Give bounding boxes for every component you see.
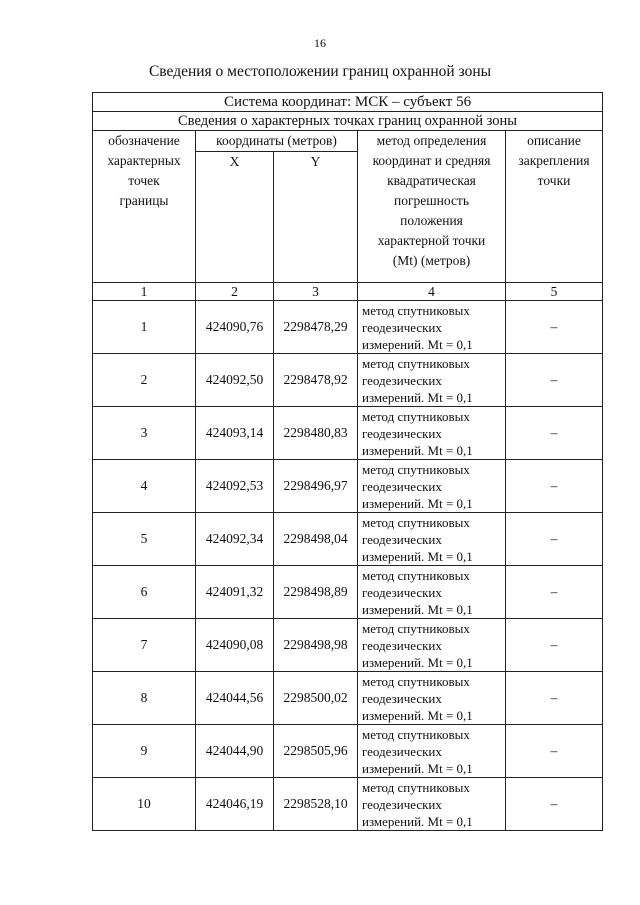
header-description [506, 131, 603, 283]
x-coordinate-cell: 424092,50 [196, 354, 274, 407]
table-subtitle: Сведения о характерных точках границ охранной зоны [93, 112, 603, 131]
method-line: геодезических [362, 372, 442, 388]
column-number: 2 [196, 283, 274, 301]
y-coordinate-cell: 2298498,89 [274, 566, 358, 619]
y-coordinate-cell: 2298478,92 [274, 354, 358, 407]
point-cell: 1 [93, 301, 196, 354]
y-coordinate-cell: 2298480,83 [274, 407, 358, 460]
method-line: измерений. Mt = 0,1 [362, 813, 473, 829]
description-cell: – [506, 778, 603, 831]
coordinates-table [92, 92, 603, 831]
x-coordinate-cell: 424044,90 [196, 725, 274, 778]
table-row [93, 566, 603, 619]
method-line: геодезических [362, 478, 442, 494]
header-x: X [196, 152, 274, 283]
header-method-line: метод определения [376, 133, 487, 148]
method-line: геодезических [362, 319, 442, 335]
y-coordinate-cell: 2298500,02 [274, 672, 358, 725]
method-line: геодезических [362, 425, 442, 441]
description-cell: – [506, 725, 603, 778]
point-cell: 5 [93, 513, 196, 566]
method-cell [358, 778, 506, 831]
method-line: метод спутниковых [362, 726, 470, 742]
header-designation-line: границы [119, 193, 169, 208]
header-designation-line: точек [128, 173, 160, 188]
coordinate-system-header: Система координат: МСК – субъект 56 [93, 93, 603, 112]
method-line: геодезических [362, 690, 442, 706]
method-line: геодезических [362, 637, 442, 653]
method-cell [358, 619, 506, 672]
method-line: измерений. Mt = 0,1 [362, 495, 473, 511]
table-row [93, 513, 603, 566]
method-line: метод спутниковых [362, 620, 470, 636]
method-line: измерений. Mt = 0,1 [362, 336, 473, 352]
x-coordinate-cell: 424090,08 [196, 619, 274, 672]
header-description-line: закрепления [518, 153, 590, 168]
point-cell: 2 [93, 354, 196, 407]
header-y: Y [274, 152, 358, 283]
header-designation [93, 131, 196, 283]
table-row [93, 672, 603, 725]
method-line: метод спутниковых [362, 461, 470, 477]
description-cell: – [506, 619, 603, 672]
point-cell: 3 [93, 407, 196, 460]
x-coordinate-cell: 424092,53 [196, 460, 274, 513]
document-title: Сведения о местоположении границ охранной зоны [148, 63, 492, 80]
page-number: 16 [314, 36, 326, 50]
method-line: метод спутниковых [362, 355, 470, 371]
header-description-line: точки [537, 173, 571, 188]
method-cell [358, 725, 506, 778]
y-coordinate-cell: 2298505,96 [274, 725, 358, 778]
method-line: метод спутниковых [362, 302, 470, 318]
header-method [358, 131, 506, 283]
method-line: метод спутниковых [362, 514, 470, 530]
method-cell [358, 301, 506, 354]
point-cell: 9 [93, 725, 196, 778]
description-cell: – [506, 513, 603, 566]
x-coordinate-cell: 424091,32 [196, 566, 274, 619]
header-method-line: характерной точки [377, 233, 486, 248]
header-coordinates: координаты (метров) [196, 131, 358, 152]
y-coordinate-cell: 2298528,10 [274, 778, 358, 831]
y-coordinate-cell: 2298498,04 [274, 513, 358, 566]
method-cell [358, 407, 506, 460]
method-cell [358, 460, 506, 513]
header-method-line: координат и средняя [372, 153, 491, 168]
method-line: измерений. Mt = 0,1 [362, 707, 473, 723]
method-line: измерений. Mt = 0,1 [362, 654, 473, 670]
table-row [93, 354, 603, 407]
method-cell [358, 354, 506, 407]
point-cell: 7 [93, 619, 196, 672]
table-row [93, 619, 603, 672]
point-cell: 8 [93, 672, 196, 725]
method-line: геодезических [362, 796, 442, 812]
header-method-line: квадратическая [387, 173, 476, 188]
x-coordinate-cell: 424090,76 [196, 301, 274, 354]
method-line: геодезических [362, 531, 442, 547]
table-row [93, 778, 603, 831]
description-cell: – [506, 672, 603, 725]
method-line: измерений. Mt = 0,1 [362, 389, 473, 405]
description-cell: – [506, 354, 603, 407]
column-number: 5 [506, 283, 603, 301]
method-line: метод спутниковых [362, 567, 470, 583]
method-line: измерений. Mt = 0,1 [362, 760, 473, 776]
table-row [93, 407, 603, 460]
point-cell: 4 [93, 460, 196, 513]
method-line: измерений. Mt = 0,1 [362, 601, 473, 617]
method-line: геодезических [362, 743, 442, 759]
description-cell: – [506, 566, 603, 619]
x-coordinate-cell: 424044,56 [196, 672, 274, 725]
column-number: 1 [93, 283, 196, 301]
method-line: метод спутниковых [362, 673, 470, 689]
point-cell: 10 [93, 778, 196, 831]
description-cell: – [506, 460, 603, 513]
table-row [93, 725, 603, 778]
column-number: 4 [358, 283, 506, 301]
header-method-line: погрешность [393, 193, 469, 208]
method-cell [358, 566, 506, 619]
method-line: геодезических [362, 584, 442, 600]
header-designation-line: обозначение [108, 133, 180, 148]
table-row [93, 301, 603, 354]
method-line: метод спутниковых [362, 779, 470, 795]
description-cell: – [506, 301, 603, 354]
y-coordinate-cell: 2298498,98 [274, 619, 358, 672]
method-cell [358, 513, 506, 566]
header-method-line: положения [400, 213, 463, 228]
header-method-line: (Mt) (метров) [392, 253, 471, 268]
x-coordinate-cell: 424046,19 [196, 778, 274, 831]
x-coordinate-cell: 424093,14 [196, 407, 274, 460]
method-line: измерений. Mt = 0,1 [362, 442, 473, 458]
method-line: метод спутниковых [362, 408, 470, 424]
description-cell: – [506, 407, 603, 460]
method-cell [358, 672, 506, 725]
table-row [93, 460, 603, 513]
header-description-line: описание [527, 133, 581, 148]
header-designation-line: характерных [107, 153, 181, 168]
y-coordinate-cell: 2298496,97 [274, 460, 358, 513]
method-line: измерений. Mt = 0,1 [362, 548, 473, 564]
point-cell: 6 [93, 566, 196, 619]
column-number: 3 [274, 283, 358, 301]
column-numbers-row [93, 283, 603, 301]
x-coordinate-cell: 424092,34 [196, 513, 274, 566]
y-coordinate-cell: 2298478,29 [274, 301, 358, 354]
